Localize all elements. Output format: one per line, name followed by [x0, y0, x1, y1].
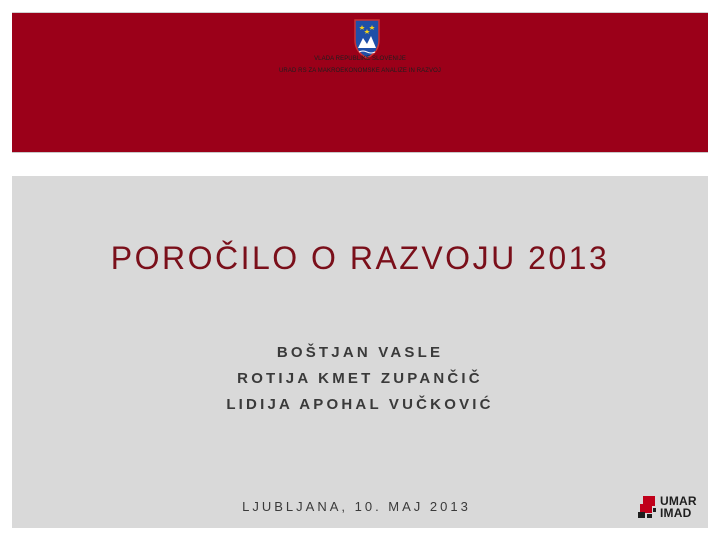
author-name: ROTIJA KMET ZUPANČIČ: [237, 370, 483, 387]
logo-line-umar: UMAR: [660, 494, 697, 508]
divider: [12, 152, 708, 153]
author-name: LIDIJA APOHAL VUČKOVIĆ: [226, 396, 494, 413]
government-name: VLADA REPUBLIKE SLOVENIJE: [314, 56, 406, 62]
author-list: [0, 343, 720, 421]
author-name: BOŠTJAN VASLE: [276, 344, 444, 361]
header-banner: [12, 12, 708, 153]
logo-line-imad: IMAD: [660, 506, 692, 520]
office-name: URAD RS ZA MAKROEKONOMSKE ANALIZE IN RAZVOJ: [279, 68, 441, 74]
logo-text: [660, 495, 697, 519]
place-and-date: LJUBLJANA, 10. MAJ 2013: [242, 499, 471, 514]
umar-imad-logo-icon: [636, 494, 658, 520]
slide-title: POROČILO O RAZVOJU 2013: [110, 240, 610, 276]
umar-imad-logo: [636, 494, 696, 520]
